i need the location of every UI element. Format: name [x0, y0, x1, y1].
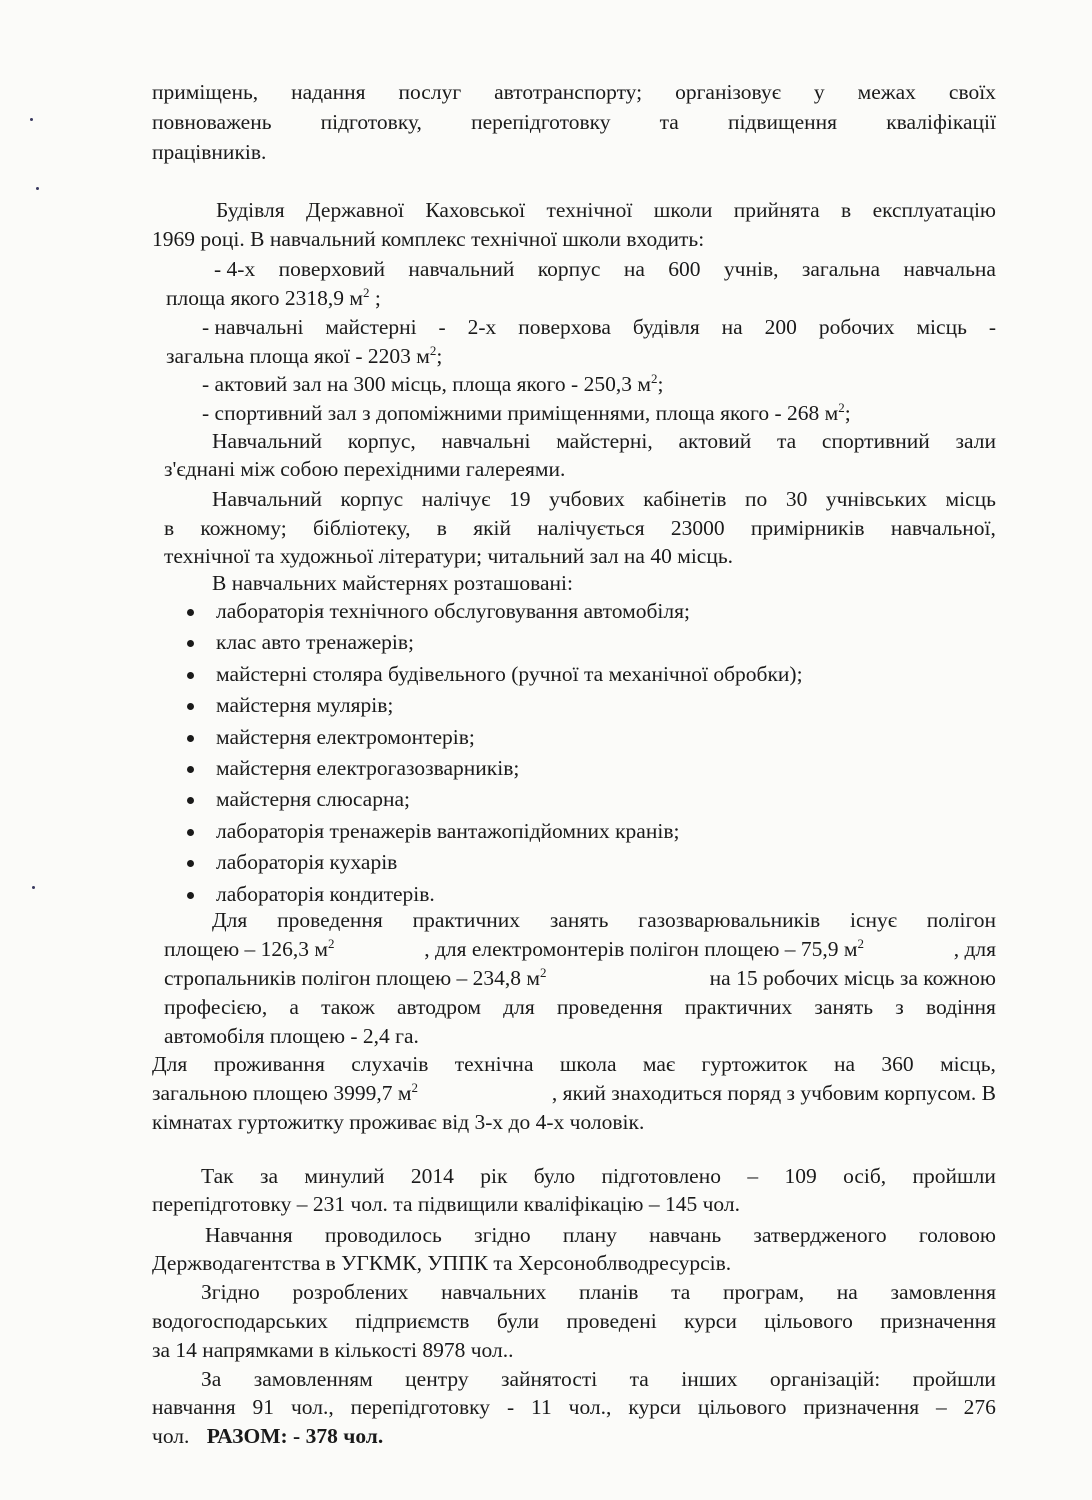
- word: підготовлено: [601, 1164, 721, 1188]
- paragraph-line: працівників.: [152, 140, 267, 164]
- word: на: [836, 1280, 858, 1304]
- word: - 4-х: [214, 257, 256, 281]
- word: осіб,: [843, 1164, 887, 1188]
- bullet-icon: [187, 672, 194, 679]
- word: місць,: [940, 1052, 996, 1076]
- word: в: [436, 516, 447, 540]
- paragraph-line: [164, 997, 996, 1019]
- word: минулий: [304, 1164, 385, 1188]
- word: Будівля: [216, 198, 285, 222]
- word: а: [289, 995, 299, 1019]
- word: організовує: [675, 80, 781, 104]
- word: для: [503, 995, 535, 1019]
- campus-item: - актовий зал на 300 місць, площа якого - 250,3 $м^2$;: [202, 371, 664, 396]
- word: навчальних: [441, 1280, 547, 1304]
- word: майстерні,: [556, 429, 653, 453]
- word: згідно: [474, 1223, 531, 1247]
- word: 276: [963, 1395, 996, 1419]
- workshop-item: майстерня слюсарна;: [216, 787, 410, 812]
- word: місць: [945, 487, 996, 511]
- word: 360: [881, 1052, 914, 1076]
- paragraph-line: Держводагентства в УГКМК, УППК та Херсоноблводресурсів.: [152, 1251, 732, 1275]
- word: на: [623, 257, 645, 281]
- bullet-icon: [187, 797, 194, 804]
- word: -: [506, 1395, 515, 1419]
- bullet-icon: [187, 703, 194, 710]
- word: поверхова: [518, 315, 611, 339]
- unit-text: чол.: [152, 1424, 190, 1448]
- paragraph-line: [152, 112, 996, 134]
- word: учбових: [549, 487, 625, 511]
- word: спортивний: [821, 429, 930, 453]
- workshop-item: клас авто тренажерів;: [216, 630, 414, 655]
- word: 23000: [670, 516, 725, 540]
- word: Навчальний: [212, 487, 322, 511]
- word: місць: [916, 315, 967, 339]
- word: поверховий: [278, 257, 386, 281]
- word: пройшли: [912, 1164, 996, 1188]
- workshop-item: лабораторія кондитерів.: [216, 881, 435, 906]
- word: існує: [849, 908, 897, 932]
- word: розроблених: [292, 1280, 409, 1304]
- workshop-item: лабораторія технічного обслуговування автомобіля;: [216, 599, 690, 623]
- word: -: [438, 315, 446, 339]
- word: Для: [152, 1052, 188, 1076]
- word: будівля: [632, 315, 700, 339]
- word: Каховської: [425, 198, 526, 222]
- paragraph-line: з'єднані між собою перехідними галереями.: [164, 457, 566, 481]
- word: навчальної,: [890, 516, 996, 540]
- word: практичних: [412, 908, 521, 932]
- paragraph-line: за 14 напрямками в кількості 8978 чол..: [152, 1338, 514, 1362]
- paragraph-line: перепідготовку – 231 чол. та підвищили кваліфікацію – 145 чол.: [152, 1192, 740, 1216]
- word: цільового: [697, 1395, 787, 1419]
- word: були: [496, 1309, 540, 1333]
- word: 200: [764, 315, 797, 339]
- word: професією,: [164, 995, 268, 1019]
- word: -: [988, 315, 996, 339]
- word: зали: [955, 429, 996, 453]
- word: по: [745, 487, 768, 511]
- word: занять: [549, 908, 609, 932]
- margin-speck: [30, 118, 33, 121]
- word: водіння: [925, 995, 996, 1019]
- word: цільового: [764, 1309, 853, 1333]
- word: приміщень,: [152, 80, 259, 104]
- word: - навчальні: [202, 315, 304, 339]
- campus-item: - спортивний зал з допоміжними приміщеннями, площа якого - 268 $м^2$;: [202, 400, 851, 425]
- bullet-icon: [187, 829, 194, 836]
- paragraph-line: [152, 82, 996, 104]
- word: курси: [684, 1309, 737, 1333]
- bullet-icon: [187, 640, 194, 647]
- word: бібліотеку,: [312, 516, 411, 540]
- word: надання: [291, 80, 366, 104]
- bullet-icon: [187, 860, 194, 867]
- paragraph-line: [164, 518, 996, 540]
- paragraph-line: [152, 1426, 383, 1448]
- word: налічує: [421, 487, 491, 511]
- word: планів: [579, 1280, 639, 1304]
- paragraph-line: [212, 910, 996, 932]
- total-summary: РАЗОМ: - 378 чол.: [206, 1424, 384, 1448]
- word: 2-х: [467, 315, 497, 339]
- word: якій: [473, 516, 512, 540]
- paragraph-line: загальною площею 3999,7 $м^2$ , який знаходиться поряд з учбовим корпусом. В: [152, 1080, 996, 1105]
- word: корпус: [340, 487, 404, 511]
- word: За: [201, 1367, 222, 1391]
- word: газозварювальників: [638, 908, 821, 932]
- word: перепідготовку: [350, 1395, 491, 1419]
- word: у: [813, 80, 825, 104]
- word: послуг: [398, 80, 462, 104]
- word: призначення: [803, 1395, 920, 1419]
- word: своїх: [948, 80, 996, 104]
- word: гуртожиток: [701, 1052, 808, 1076]
- word: призначення: [880, 1309, 996, 1333]
- word: організацій:: [769, 1367, 881, 1391]
- word: –: [936, 1395, 947, 1419]
- word: курси: [628, 1395, 682, 1419]
- word: та: [671, 1280, 691, 1304]
- word: головою: [918, 1223, 996, 1247]
- paragraph-line: 1969 році. В навчальний комплекс технічної школи входить:: [152, 227, 705, 251]
- word: та: [776, 429, 797, 453]
- word: підвищення: [727, 110, 838, 134]
- workshop-item: майстерня електрогазозварників;: [216, 756, 520, 780]
- paragraph-line: [212, 431, 996, 453]
- word: проводилось: [324, 1223, 442, 1247]
- word: школи: [653, 198, 713, 222]
- word: підготовку,: [320, 110, 422, 134]
- word: на: [833, 1052, 856, 1076]
- word: та: [659, 110, 679, 134]
- word: підприємств: [355, 1309, 470, 1333]
- word: навчань: [649, 1223, 722, 1247]
- word: автотранспорту;: [494, 80, 643, 104]
- word: 2014: [410, 1164, 454, 1188]
- word: школа: [559, 1052, 617, 1076]
- campus-item: площа якого 2318,9 $м^2$ ;: [166, 285, 381, 310]
- word: 91: [252, 1395, 275, 1419]
- margin-speck: [32, 886, 35, 889]
- workshop-item: лабораторія кухарів: [216, 850, 398, 875]
- paragraph-line: [152, 1397, 996, 1419]
- word: межах: [857, 80, 916, 104]
- word: 19: [509, 487, 531, 511]
- word: навчальні: [441, 429, 531, 453]
- word: замовлення: [890, 1280, 996, 1304]
- paragraph-line: стропальників полігон площею – 234,8 $м^2$ на 15 робочих місць за кожною: [164, 965, 996, 990]
- word: Для: [212, 908, 248, 932]
- paragraph-line: площею – 126,3 $м^2$ , для електромонтерів полігон площею – 75,9 $м^2$ , для: [164, 936, 996, 961]
- word: 600: [668, 257, 701, 281]
- word: та: [629, 1367, 649, 1391]
- paragraph-line: кімнатах гуртожитку проживає від 3-х до 4-х чоловік.: [152, 1110, 645, 1134]
- word: корпус,: [347, 429, 416, 453]
- word: в: [164, 516, 175, 540]
- paragraph-line: [201, 1282, 996, 1304]
- word: Так: [201, 1164, 234, 1188]
- word: інших: [681, 1367, 738, 1391]
- word: перепідготовку: [471, 110, 611, 134]
- bullet-icon: [187, 735, 194, 742]
- workshop-item: майстерні столяра будівельного (ручної та механічної обробки);: [216, 661, 803, 686]
- word: полігон: [926, 908, 996, 932]
- word: кваліфікації: [886, 110, 996, 134]
- campus-item: загальна площа якої - 2203 $м^2$;: [166, 343, 443, 368]
- workshop-item: лабораторія тренажерів вантажопідйомних кранів;: [216, 818, 680, 843]
- word: центру: [405, 1367, 469, 1391]
- word: програм,: [723, 1280, 805, 1304]
- word: експлуатацію: [872, 198, 996, 222]
- word: слухачів: [351, 1052, 429, 1076]
- word: 109: [784, 1164, 817, 1188]
- word: робочих: [818, 315, 895, 339]
- word: водогосподарських: [152, 1309, 328, 1333]
- paragraph-line: автомобіля площею - 2,4 га.: [164, 1024, 419, 1048]
- word: корпус: [537, 257, 601, 281]
- word: має: [642, 1052, 676, 1076]
- word: було: [533, 1164, 576, 1188]
- word: 11: [531, 1395, 552, 1419]
- word: плану: [562, 1223, 617, 1247]
- word: з: [895, 995, 904, 1019]
- paragraph-line: [205, 1225, 996, 1247]
- word: чол.,: [290, 1395, 334, 1419]
- paragraph-line: В навчальних майстернях розташовані:: [212, 571, 573, 595]
- paragraph-line: [152, 1311, 996, 1333]
- word: затвердженого: [753, 1223, 887, 1247]
- word: майстерні: [325, 315, 417, 339]
- word: автодром: [396, 995, 481, 1019]
- bullet-icon: [187, 609, 194, 616]
- paragraph-line: [216, 200, 996, 222]
- bullet-icon: [187, 766, 194, 773]
- word: за: [259, 1164, 278, 1188]
- word: прийнята: [733, 198, 820, 222]
- word: зайнятості: [500, 1367, 598, 1391]
- word: навчальна: [903, 257, 996, 281]
- word: навчальний: [408, 257, 515, 281]
- workshop-item: майстерня мулярів;: [216, 693, 394, 718]
- word: пройшли: [912, 1367, 996, 1391]
- word: Державної: [305, 198, 404, 222]
- word: замовленням: [253, 1367, 373, 1391]
- word: проведення: [556, 995, 663, 1019]
- word: практичних: [684, 995, 793, 1019]
- word: налічується: [537, 516, 645, 540]
- word: актовий: [678, 429, 752, 453]
- word: примірників: [750, 516, 865, 540]
- word: –: [747, 1164, 759, 1188]
- word: навчання: [152, 1395, 236, 1419]
- word: чол.,: [568, 1395, 612, 1419]
- word: 30: [785, 487, 808, 511]
- word: в: [841, 198, 852, 222]
- word: кабінетів: [643, 487, 727, 511]
- word: технічної: [546, 198, 633, 222]
- word: проживання: [213, 1052, 325, 1076]
- word: загальна: [801, 257, 881, 281]
- word: проведені: [566, 1309, 657, 1333]
- word: повноважень: [152, 110, 272, 134]
- word: занять: [814, 995, 874, 1019]
- campus-item: [214, 259, 996, 281]
- word: Навчальний: [212, 429, 322, 453]
- paragraph-line: технічної та художньої літератури; читальний зал на 40 місць.: [164, 544, 734, 568]
- paragraph-line: [201, 1166, 996, 1188]
- word: Згідно: [201, 1280, 260, 1304]
- word: також: [321, 995, 375, 1019]
- word: проведення: [277, 908, 383, 932]
- paragraph-line: [152, 1054, 996, 1076]
- word: на: [721, 315, 743, 339]
- word: Навчання: [205, 1223, 293, 1247]
- word: рік: [480, 1164, 508, 1188]
- bullet-icon: [187, 892, 194, 899]
- campus-item: [202, 317, 996, 339]
- margin-speck: [36, 187, 39, 190]
- word: учнівських: [825, 487, 927, 511]
- workshop-item: майстерня електромонтерів;: [216, 724, 475, 749]
- paragraph-line: [201, 1369, 996, 1391]
- word: технічна: [454, 1052, 534, 1076]
- word: учнів,: [723, 257, 779, 281]
- word: кожному;: [200, 516, 287, 540]
- paragraph-line: [212, 489, 996, 511]
